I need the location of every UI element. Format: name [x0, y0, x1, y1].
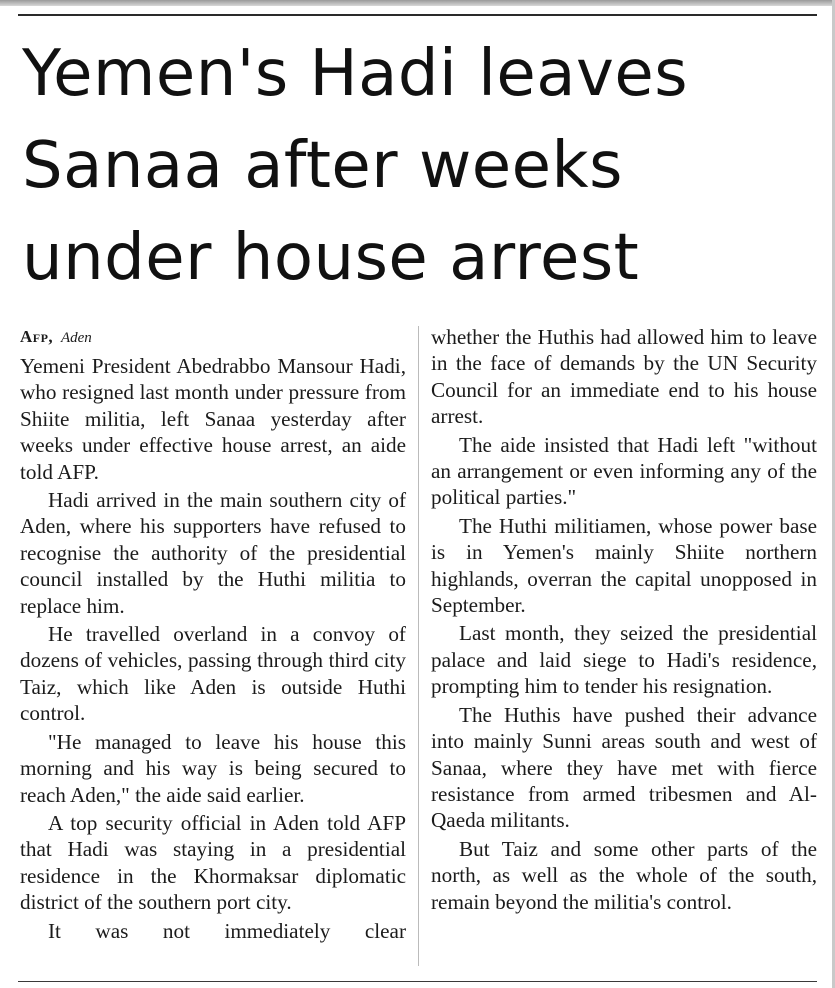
article-paragraph: A top security official in Aden told AFP that Hadi was staying in a presidential residence in the Khormaksar diplomatic district of the southern port city. — [20, 810, 406, 915]
article-paragraph: The aide insisted that Hadi left "without an arrangement or even informing any of the political parties." — [431, 432, 817, 510]
article-paragraph: Last month, they seized the presidential palace and laid siege to Hadi's residence, prompting him to tender his resignation. — [431, 621, 817, 699]
bottom-rule — [18, 981, 817, 982]
article-column-left — [20, 324, 406, 944]
column-divider — [418, 326, 419, 966]
headline-line: Sanaa after weeks — [22, 129, 623, 203]
article-paragraph: It was not immediately clear — [48, 918, 406, 943]
article-paragraph: He travelled overland in a convoy of dozens of vehicles, passing through third city Taiz, which like Aden is outside Huthi control. — [20, 622, 406, 726]
article-paragraph: whether the Huthis had allowed him to leave in the face of demands by the UN Security Council for an immediate end to his house arrest. — [431, 325, 817, 429]
article-paragraph: The Huthis have pushed their advance into mainly Sunni areas south and west of Sanaa, where they have met with fierce resistance from armed tribesmen and Al-Qaeda militants. — [431, 702, 817, 833]
headline-line: Yemen's Hadi leaves — [22, 37, 689, 111]
byline-agency: Afp, — [20, 327, 54, 346]
article-paragraph: Yemeni President Abedrabbo Mansour Hadi, who resigned last month under pressure from Shiite militia, left Sanaa yesterday after weeks under effective house arrest, an aide told AFP. — [20, 354, 406, 484]
page-top-strip — [0, 0, 835, 6]
article-paragraph: "He managed to leave his house this morning and his way is being secured to reach Aden," the aide said earlier. — [20, 729, 406, 807]
headline-line: under house arrest — [22, 221, 640, 295]
article-column-right — [431, 324, 817, 915]
headline — [22, 28, 822, 304]
byline-place: Aden — [60, 330, 92, 346]
article-paragraph: Hadi arrived in the main southern city of Aden, where his supporters have refused to recognise the authority of the presidential council installed by the Huthi militia to replace him. — [20, 488, 406, 618]
article-paragraph: The Huthi militiamen, whose power base is in Yemen's mainly Shiite northern highlands, overran the capital unopposed in September. — [431, 513, 817, 618]
article-paragraph: But Taiz and some other parts of the north, as well as the whole of the south, remain beyond the militia's control. — [431, 836, 817, 914]
top-rule — [18, 14, 817, 16]
byline — [20, 324, 406, 351]
